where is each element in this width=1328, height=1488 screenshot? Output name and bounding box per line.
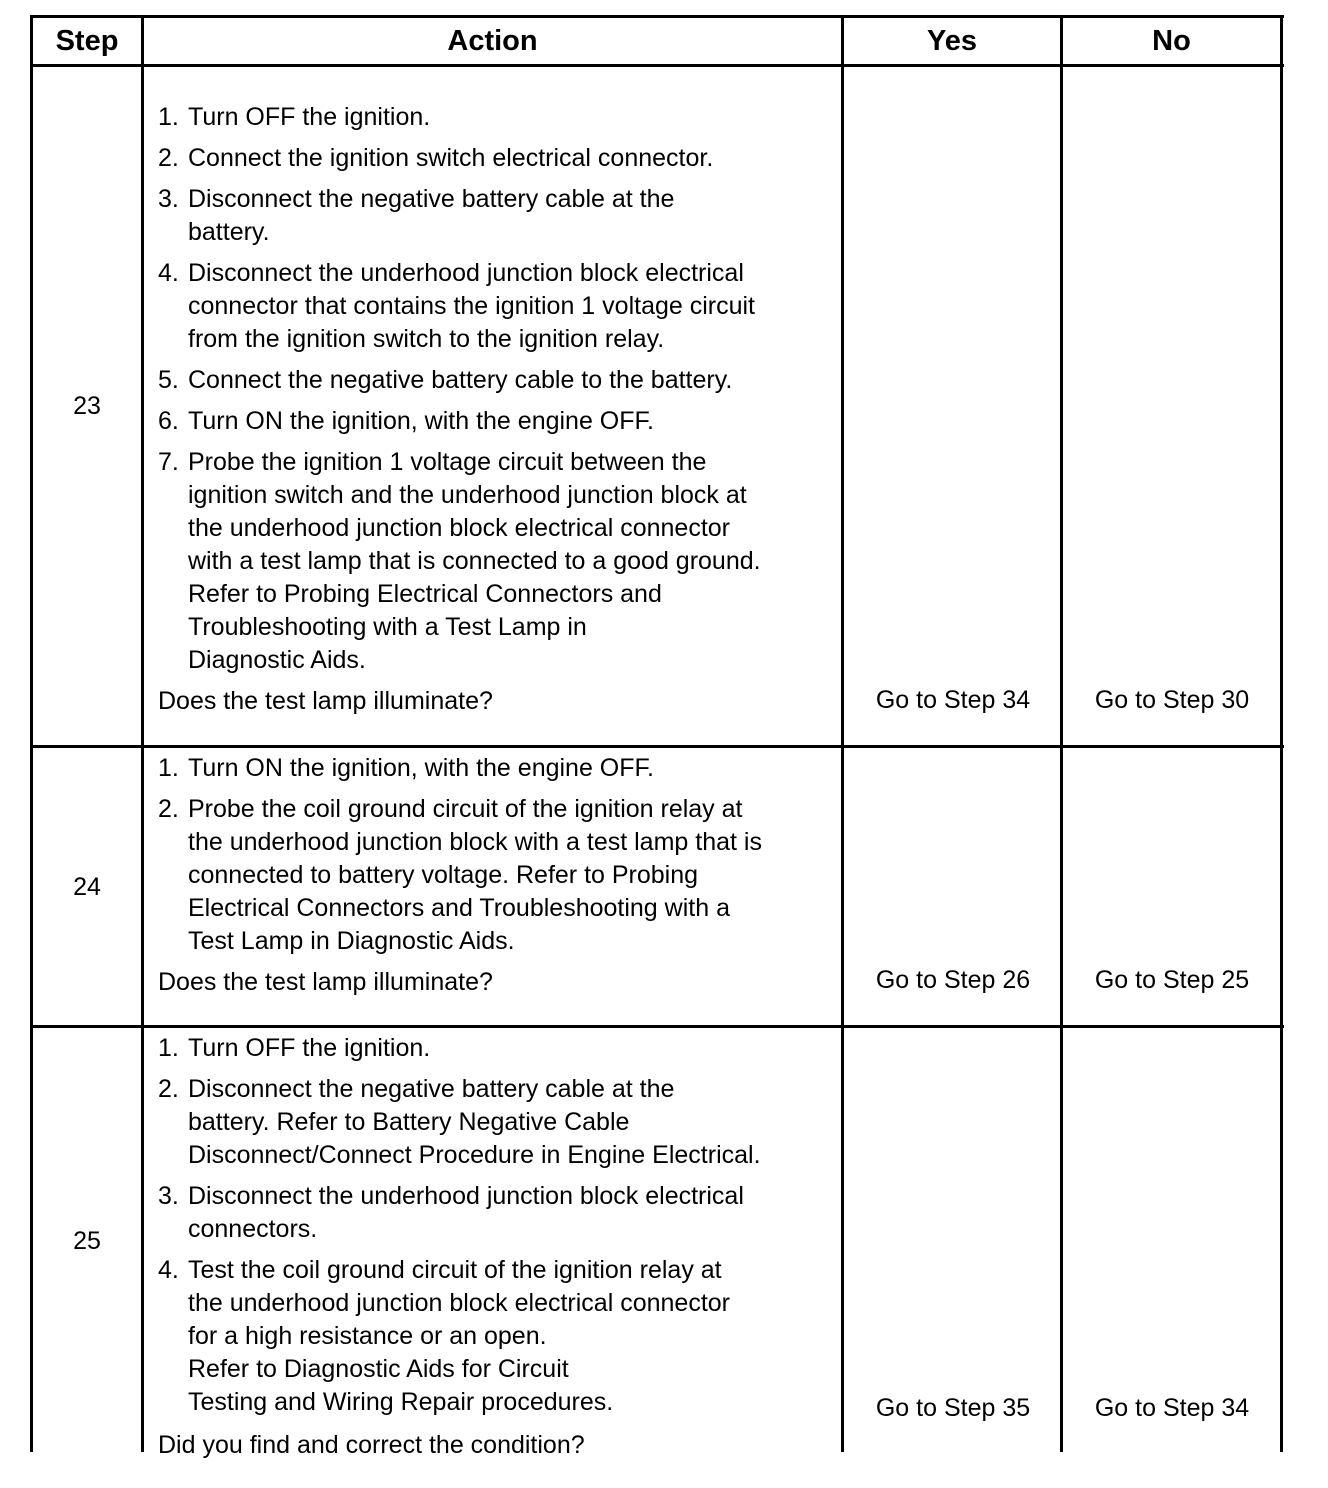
item-text: Connect the negative battery cable to the battery. [188, 366, 733, 394]
item-text: Turn ON the ignition, with the engine OFF. [188, 754, 654, 782]
item-text: Disconnect the negative battery cable at the battery. Refer to Battery Negative Cable Disconnect/Connect Procedure in Engine Electrical. [188, 1075, 761, 1169]
action-cell [158, 1032, 838, 1462]
item-text: Disconnect the negative battery cable at the battery. [188, 185, 675, 246]
item-number: 2. [158, 144, 179, 172]
question: Did you find and correct the condition? [158, 1431, 585, 1459]
row-divider [30, 745, 1284, 748]
action-step [158, 142, 838, 175]
item-number: 2. [158, 1075, 179, 1103]
action-step [158, 1032, 838, 1065]
item-text: Probe the ignition 1 voltage circuit between the ignition switch and the underhood junction block at the underhood junction block electrical connector with a test lamp that is connected to a good ground. Refer to Probing Electrical Connectors and Troubleshooting with a Test Lamp in Diagnostic Aids. [188, 448, 761, 674]
step-number: 25 [73, 1227, 101, 1255]
row-divider [30, 1025, 1284, 1028]
action-step [158, 793, 838, 958]
header-no: No [1152, 24, 1191, 57]
table-right-border [1280, 15, 1283, 1452]
column-divider [841, 15, 844, 1452]
item-number: 3. [158, 1182, 179, 1210]
header-bottom-border [30, 64, 1284, 67]
column-divider [1060, 15, 1063, 1452]
action-step [158, 752, 838, 785]
no-result: Go to Step 25 [1094, 966, 1250, 994]
step-number: 23 [73, 392, 101, 420]
step-number: 24 [73, 873, 101, 901]
action-step [158, 446, 838, 677]
item-number: 5. [158, 366, 179, 394]
item-number: 3. [158, 185, 179, 213]
action-step [158, 1254, 838, 1419]
action-step [158, 1073, 838, 1172]
column-divider [141, 15, 144, 1452]
action-cell [158, 101, 838, 718]
action-step [158, 1180, 838, 1246]
item-text: Disconnect the underhood junction block electrical connectors. [188, 1182, 744, 1243]
item-number: 4. [158, 1256, 179, 1284]
item-number: 6. [158, 407, 179, 435]
yes-result: Go to Step 26 [875, 966, 1031, 994]
item-text: Test the coil ground circuit of the ignition relay at the underhood junction block electrical connector for a high resistance or an open. Refer to Diagnostic Aids for Circuit Testing and Wiring Repair procedures. [188, 1256, 731, 1416]
header-action: Action [447, 24, 538, 57]
item-number: 2. [158, 795, 179, 823]
action-step [158, 183, 838, 249]
item-number: 1. [158, 103, 179, 131]
header-yes: Yes [927, 24, 977, 57]
no-result: Go to Step 34 [1094, 1394, 1250, 1422]
item-text: Disconnect the underhood junction block electrical connector that contains the ignition 1 voltage circuit from the ignition switch to the ignition relay. [188, 259, 756, 353]
item-text: Turn OFF the ignition. [188, 103, 431, 131]
header-step: Step [55, 24, 119, 57]
item-number: 7. [158, 448, 179, 476]
item-number: 1. [158, 1034, 179, 1062]
yes-result: Go to Step 35 [875, 1394, 1031, 1422]
action-step [158, 101, 838, 134]
action-cell [158, 752, 838, 999]
item-number: 4. [158, 259, 179, 287]
item-text: Connect the ignition switch electrical connector. [188, 144, 714, 172]
item-text: Turn ON the ignition, with the engine OFF. [188, 407, 654, 435]
action-step [158, 257, 838, 356]
item-text: Turn OFF the ignition. [188, 1034, 431, 1062]
yes-result: Go to Step 34 [875, 686, 1031, 714]
item-number: 1. [158, 754, 179, 782]
no-result: Go to Step 30 [1094, 686, 1250, 714]
action-step [158, 405, 838, 438]
action-step [158, 364, 838, 397]
question: Does the test lamp illuminate? [158, 687, 493, 715]
item-text: Probe the coil ground circuit of the ignition relay at the underhood junction block with a test lamp that is connected to battery voltage. Refer to Probing Electrical Connectors and Troubleshooting with a Test Lamp in Diagnostic Aids. [188, 795, 762, 955]
question: Does the test lamp illuminate? [158, 968, 493, 996]
